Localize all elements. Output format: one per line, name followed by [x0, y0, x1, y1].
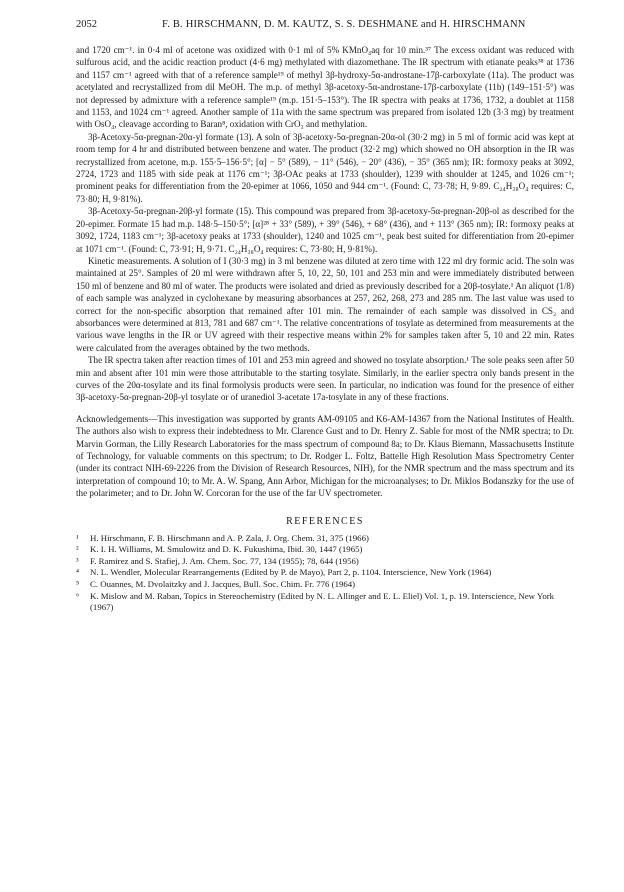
reference-item: [76, 579, 574, 591]
journal-page: [76, 18, 574, 614]
reference-number: ¹: [76, 532, 79, 543]
reference-item: [76, 567, 574, 579]
paragraph-ir-spectra: The IR spectra taken after reaction times of 101 and 253 min agreed and showed no tosylate absorption.¹ The sole peaks seen after 50 min and absent after 101 min were those attributable to the starting tosylate. Similarly, in the earlier spectra only bands present in the curves of the 20α-tosylate and its final formolysis products were seen. In particular, no indication was found for the presence of either 3β-acetoxy-5α-pregnan-20β-yl tosylate or of uranediol 3-acetate 17a-tosylate in any of these fractions.: [76, 355, 574, 403]
reference-text: K. I. H. Williams, M. Smulowitz and D. K. Fukushima, Ibid. 30, 1447 (1965): [90, 544, 363, 555]
paragraph-20b-formate: 3β-Acetoxy-5α-pregnan-20β-yl formate (15). This compound was prepared from 3β-acetoxy-5α-pregnan-20β-ol as described for the 20-epimer. Formate 15 had m.p. 148·5–150·5°; [α]²⁸ + 33° (589), + 39° (546), + 68° (436), and + 113° (365 nm); IR: formoxy peaks at 3092, 1724, 1183 cm⁻¹; 3β-acetoxy peaks at 1733 (shoulder), 1240 and 1025 cm⁻¹, peak best suited for differentiation from 20-epimer at 1071 cm⁻¹. (Found: C, 73·91; H, 9·71. C₂₄H₃₈O₄ requires: C, 73·80; H, 9·81%).: [76, 206, 574, 254]
reference-text: N. L. Wendler, Molecular Rearrangements (Edited by P. de Mayo), Part 2, p. 1104. Interscience, New York (1964): [90, 567, 492, 578]
references-title: REFERENCES: [286, 515, 364, 527]
reference-text: H. Hirschmann, F. B. Hirschmann and A. P. Zala, J. Org. Chem. 31, 375 (1966): [90, 532, 369, 543]
reference-item: [76, 591, 574, 614]
reference-number: ⁶: [76, 590, 80, 601]
reference-number: ⁵: [76, 579, 80, 589]
running-header: [76, 18, 574, 32]
reference-text: C. Ouannes, M. Dvolaitzky and J. Jacques, Bull. Soc. Chim. Fr. 776 (1964): [90, 579, 356, 589]
paragraph-kinetic-measurements: Kinetic measurements. A solution of I (30·3 mg) in 3 ml benzene was diluted at zero time with 122 ml dry formic acid. The soln was maintained at 25°. Samples of 20 ml were withdrawn after 5, 10, 22, 50, 101 and 253 min and were immediately distributed between 150 ml of benzene and 80 ml of water. The products were isolated and dried as previously described for a 20β-tosylate.¹ An aliquot (1/8) of each sample was analyzed in cyclohexane by measuring absorbances at 257, 262, 268, 273 and 285 nm. The last value was used to correct for the non-specific absorption that remained after 101 min. The remainder of each sample was dissolved in CS₂ and absorbances were determined at 813, 781 and 687 cm⁻¹. The relative concentrations of tosylate as determined from measurements at the various wave lengths in the IR or UV agreed with their respective means within 2% for samples taken after 5, 10 and 22 min. Rates were calculated from the averages obtained by the two methods.: [76, 255, 574, 353]
reference-number: ⁴: [76, 567, 80, 578]
reference-text: F. Ramirez and S. Stafiej, J. Am. Chem. Soc. 77, 134 (1955); 78, 644 (1956): [90, 555, 359, 566]
running-authors: F. B. HIRSCHMANN, D. M. KAUTZ, S. S. DESHMANE and H. HIRSCHMANN: [162, 19, 526, 30]
page-number: 2052: [76, 19, 97, 30]
paragraph-oxidation: and 1720 cm⁻¹. in 0·4 ml of acetone was oxidized with 0·1 ml of 5% KMnO₄aq for 10 min.³⁷ The excess oxidant was reduced with sulfurous acid, and the acidic reaction product (4·6 mg) methylated with diazomethane. The IR spectrum with etianate peaks³⁸ at 1736 and 1157 cm⁻¹ agreed with that of a reference sample¹⁹ of methyl 3β-hydroxy-5α-androstane-17β-carboxylate (11a). The product was acetylated and recrystallized from dil MeOH. The m.p. of methyl 3β-acetoxy-5α-androstane-17β-carboxylate (11b) (149–151·5°) was not depressed by admixture with a reference sample¹⁹ (m.p. 151·5–153°). The IR spectra with peaks at 1736, 1732, a doublet at 1158 and 1153, and 1024 cm⁻¹ agreed. Another sample of 11a with the same spectrum was prepared from isolated 12b (3·3 mg) by treatment with OsO₄, cleavage according to Baran⁸, oxidation with CrO₃ and methylation.: [76, 45, 574, 130]
reference-text: K. Mislow and M. Raban, Topics in Stereochemistry (Edited by N. L. Allinger and E. L. Eliel) Vol. 1, p. 19. Interscience, New York (1967): [90, 590, 555, 613]
reference-number: ³: [76, 555, 79, 566]
reference-item: [76, 544, 574, 556]
reference-item: [76, 556, 574, 568]
reference-item: [76, 533, 574, 545]
paragraph-20a-formate: 3β-Acetoxy-5α-pregnan-20α-yl formate (13). A soln of 3β-acetoxy-5α-pregnan-20α-ol (30·2 mg) in 5 ml of formic acid was kept at room temp for 4 hr and distributed between benzene and water. The product (32·2 mg) which showed no OH absorption in the IR was recrystallized from acetone, m.p. 155·5–156·5°; [α] − 5° (589), − 11° (546), − 20° (436), − 35° (365 nm); IR: formoxy peaks at 3092, 2724, 1723 and 1185 with side peak at 1176 cm⁻¹; 3β-OAc peaks at 1733 (shoulder), 1239 with shoulder at 1245, and 1026 cm⁻¹; prominent peaks for differentiation from the 20-epimer at 1066, 1050 and 944 cm⁻¹. (Found: C, 73·78; H, 9·89. C₂₄H₃₈O₄ requires: C, 73·80; H, 9·81%).: [76, 131, 574, 204]
reference-number: ²: [76, 544, 79, 555]
references-list: [76, 533, 574, 614]
acknowledgements: Acknowledgements—This investigation was supported by grants AM-09105 and K6-AM-14367 from the National Institutes of Health. The authors also wish to express their indebtedness to Mr. Clarence Gust and to Dr. Henry Z. Sable for most of the NMR spectra; to Dr. Marvin Gorman, the Lilly Research Laboratories for the mass spectrum of compound 8a; to Dr. Klaus Biemann, Massachusetts Institute of Technology, for valuable comments on this spectrum; to Dr. Rodger L. Foltz, Battelle High Resolution Mass Spectrometry Center (under its contract NIH-69-2226 from the Division of Research Resources, NIH), for the NMR spectrum and the mass spectrum and its interpretation of compound 10; to Mr. A. W. Spang, Ann Arbor, Michigan for the microanalyses; to Dr. Miklos Bodanszky for the use of the polarimeter; and to Dr. John W. Corcoran for the use of the far UV spectrometer.: [76, 413, 574, 499]
